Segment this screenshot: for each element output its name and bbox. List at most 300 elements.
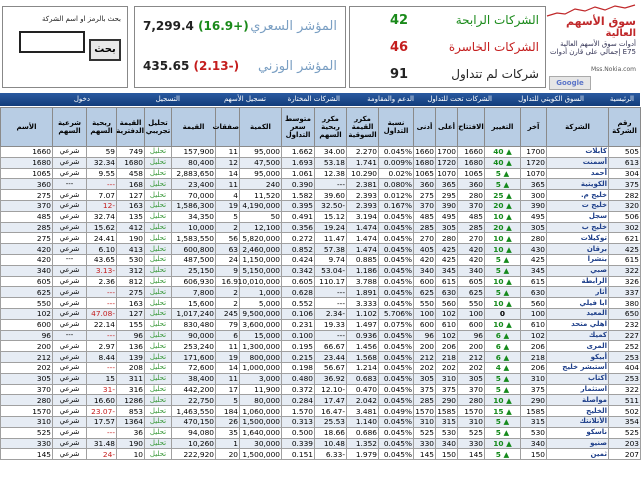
nav-companies[interactable]: الشركات تحت للتداول: [427, 95, 492, 103]
table-cell: تحليل: [145, 319, 172, 330]
table-cell[interactable]: أسمنت: [547, 157, 609, 168]
main-nav: [0, 93, 640, 106]
table-row[interactable]: [1, 168, 641, 179]
table-cell: 615: [521, 276, 547, 287]
column-header[interactable]: شرعية السهم: [53, 108, 87, 147]
table-row[interactable]: [1, 157, 641, 168]
table-cell: 322: [609, 384, 641, 395]
table-cell: شرعي: [53, 373, 87, 384]
table-cell[interactable]: كابلات: [547, 147, 609, 158]
table-cell: 442,200: [172, 384, 216, 395]
table-cell: 1065: [1, 168, 53, 179]
table-cell[interactable]: صبي: [547, 265, 609, 276]
table-cell[interactable]: توكيلات: [547, 233, 609, 244]
table-cell: تحليل: [145, 341, 172, 352]
table-cell: 0.045%: [379, 416, 414, 427]
table-cell: 0.012%: [379, 190, 414, 201]
table-cell[interactable]: ناسكو: [547, 427, 609, 438]
table-cell: 2.381: [347, 179, 379, 190]
table-row[interactable]: [1, 308, 641, 319]
table-cell: 285: [458, 222, 485, 233]
table-cell: 412: [117, 222, 145, 233]
table-cell: 10,010,000: [237, 276, 280, 286]
table-cell: 1,000,000: [240, 362, 282, 373]
table-cell[interactable]: خليج ت: [547, 200, 609, 211]
table-row[interactable]: [1, 244, 641, 255]
column-header[interactable]: مكرر ربحية السهم: [315, 108, 347, 147]
table-cell: 312: [117, 265, 145, 276]
table-cell: 218: [521, 352, 547, 363]
column-header[interactable]: أعلى: [436, 108, 458, 147]
table-row[interactable]: [1, 373, 641, 384]
table-cell: 1570: [415, 406, 434, 416]
table-cell: ---: [315, 179, 347, 190]
search-button[interactable]: بحث: [89, 39, 121, 61]
column-header[interactable]: أدنى: [414, 108, 436, 147]
rising-row: [350, 7, 545, 33]
table-cell: 316: [117, 384, 145, 395]
table-cell: 19: [216, 200, 240, 211]
table-cell: 360: [414, 179, 436, 190]
table-cell: تحليل: [145, 168, 172, 179]
table-cell: ---: [53, 254, 87, 265]
table-cell: 139: [117, 352, 145, 363]
table-cell: 26: [216, 416, 240, 427]
table-cell: 506: [609, 211, 641, 222]
table-row[interactable]: [1, 384, 641, 395]
nav-home[interactable]: الرئيسية: [609, 95, 634, 103]
table-cell: 1680: [117, 157, 145, 168]
table-cell: شرعي: [53, 352, 87, 363]
table-cell: 310: [458, 416, 485, 427]
table-cell: 0.045%: [379, 233, 414, 244]
table-cell: 1: [216, 438, 240, 449]
table-cell[interactable]: الأتلانتك: [547, 416, 609, 427]
table-cell: 200: [458, 341, 485, 352]
table-cell: ---: [53, 179, 87, 190]
table-cell: 345: [436, 265, 458, 276]
column-header[interactable]: رقم الشركة: [609, 108, 641, 147]
table-cell: 7.07: [87, 190, 117, 201]
table-cell: 163: [117, 298, 145, 309]
table-cell: 550: [458, 298, 485, 309]
table-cell: 610: [521, 319, 547, 330]
table-cell: 32.34: [87, 157, 117, 168]
table-cell: 0.045%: [379, 352, 414, 363]
table-cell: 270: [414, 233, 436, 244]
table-cell: 0.049%: [379, 406, 414, 417]
table-row[interactable]: [1, 233, 641, 244]
table-cell: 0.151: [282, 449, 315, 460]
table-cell: 610: [436, 319, 458, 330]
weight-index-number: 435.65: [143, 59, 190, 73]
table-row[interactable]: [1, 254, 641, 265]
table-cell[interactable]: الرابطة: [547, 276, 609, 287]
table-cell: -47.08: [87, 308, 117, 319]
rising-label: الشركات الرابحة: [455, 13, 539, 27]
table-cell: 1700: [437, 147, 456, 157]
google-badge[interactable]: Google: [549, 76, 591, 90]
table-cell: 0.045%: [379, 276, 414, 287]
table-cell: 212: [458, 352, 485, 363]
table-cell: 345: [521, 265, 547, 276]
table-cell: 1660: [458, 147, 485, 158]
table-cell: 16.9: [216, 276, 240, 287]
table-cell: 0.683: [347, 373, 379, 384]
column-header[interactable]: نسبة التداول: [379, 108, 414, 147]
table-cell[interactable]: استثمار: [547, 384, 609, 395]
nav-kuwait-market[interactable]: السوق الكويتي للتداول: [518, 95, 584, 103]
table-cell: 1,000: [240, 287, 282, 298]
table-cell: 96: [414, 330, 436, 341]
table-row[interactable]: [1, 341, 641, 352]
table-cell: 168: [117, 179, 145, 190]
table-cell: 270: [458, 233, 485, 244]
table-cell: 485: [1, 211, 53, 222]
table-cell: 200: [1, 341, 53, 352]
price-index-label: المؤشر السعري: [250, 19, 337, 34]
table-row[interactable]: [1, 222, 641, 233]
table-cell: 1.061: [282, 168, 315, 179]
table-row[interactable]: [1, 147, 641, 158]
table-cell: -6.33: [315, 449, 347, 460]
table-cell: ▲ 5: [485, 168, 521, 179]
table-cell: 1.474: [347, 244, 379, 255]
table-cell: 502: [609, 406, 641, 417]
table-cell: 621: [609, 233, 641, 244]
table-cell: -2.34: [315, 308, 347, 319]
table-cell: ▲ 5: [485, 287, 521, 298]
column-header[interactable]: القيمة: [172, 108, 216, 147]
table-cell[interactable]: الكويتية: [547, 179, 609, 190]
table-cell: 1.891: [347, 287, 379, 298]
table-cell: 190: [117, 233, 145, 244]
table-cell[interactable]: صنيو: [547, 438, 609, 449]
table-cell: تحليل: [145, 200, 172, 211]
column-header[interactable]: متوسط سعر التداول: [282, 108, 315, 147]
table-cell[interactable]: خليج م.: [547, 190, 609, 201]
table-cell: 280: [458, 395, 485, 406]
table-cell: 3.194: [347, 211, 379, 222]
table-cell: 14: [216, 168, 240, 179]
table-cell[interactable]: ثمين: [547, 449, 609, 460]
table-cell: 420: [458, 254, 485, 265]
table-cell: 1.570: [282, 406, 315, 417]
table-cell: 59: [87, 147, 117, 158]
column-header[interactable]: صفقات: [216, 108, 240, 147]
table-cell: ---: [87, 298, 117, 309]
table-cell: 4,190,000: [240, 200, 282, 211]
table-cell: 202: [1, 362, 53, 373]
table-cell: 32.74: [87, 211, 117, 222]
table-cell: 252: [609, 341, 641, 352]
table-cell[interactable]: مواصلة: [547, 395, 609, 406]
table-cell: 39.60: [315, 190, 347, 201]
table-cell: 606,930: [172, 276, 216, 287]
table-cell: 275: [1, 233, 53, 244]
table-row[interactable]: [1, 319, 641, 330]
table-row[interactable]: [1, 179, 641, 190]
table-row[interactable]: [1, 449, 641, 460]
table-row[interactable]: [1, 298, 641, 309]
table-cell: 458: [117, 168, 145, 179]
table-cell[interactable]: أكتاب: [547, 373, 609, 384]
table-row[interactable]: [1, 438, 641, 449]
table-cell: 1.456: [347, 341, 379, 352]
table-cell: 375: [521, 384, 547, 395]
weight-index-value: [143, 59, 239, 73]
table-cell[interactable]: ابا فيلي: [547, 298, 609, 309]
table-cell: 0.686: [347, 427, 379, 438]
table-cell: 485: [414, 211, 436, 222]
table-cell: 145: [414, 449, 436, 460]
table-cell: 404: [609, 362, 641, 373]
table-cell[interactable]: خليج ب: [547, 222, 609, 233]
table-cell[interactable]: سجل: [547, 211, 609, 222]
table-cell: ▲ 10: [485, 438, 521, 449]
nav-register[interactable]: التسجيل: [155, 95, 180, 103]
logo-desc: أدوات سوق الأسهم العالية إجمالي على قارن أدوات E75: [550, 40, 636, 56]
table-cell: 337: [609, 287, 641, 298]
table-cell: 0.009%: [379, 157, 414, 168]
table-cell[interactable]: المرى: [547, 341, 609, 352]
table-cell: 218: [436, 352, 458, 363]
table-cell: 282: [609, 190, 641, 201]
table-cell: ▲ 6: [485, 330, 521, 341]
table-cell: 63: [216, 244, 240, 255]
table-cell: 110.17: [315, 276, 347, 287]
table-cell: 127: [117, 190, 145, 201]
table-cell: -23.07: [87, 406, 117, 417]
table-cell: 0.480: [282, 373, 315, 384]
falling-label: الشركات الخاسرة: [448, 40, 539, 54]
table-cell: -32.50: [315, 200, 347, 211]
column-header[interactable]: مكرر القيمة السوقية: [347, 108, 379, 147]
untraded-row: [350, 61, 545, 87]
column-header[interactable]: آخر: [521, 108, 547, 147]
table-cell: تحليل: [145, 352, 172, 363]
table-cell: 1.568: [347, 352, 379, 363]
table-cell: 9: [216, 265, 240, 276]
table-cell: 1065: [415, 168, 434, 178]
table-cell: 280: [436, 233, 458, 244]
table-cell: -24: [87, 449, 117, 460]
table-row[interactable]: [1, 276, 641, 287]
table-cell: 127: [117, 308, 145, 319]
table-cell: 1,017,240: [172, 308, 216, 319]
table-cell: 370: [458, 200, 485, 211]
table-cell: 5,000: [240, 298, 282, 309]
table-cell: 1585: [437, 406, 456, 416]
table-cell: 56: [216, 233, 240, 244]
table-cell: تحليل: [145, 308, 172, 319]
table-cell: 0.342: [282, 265, 315, 276]
table-cell: 0.284: [282, 395, 315, 406]
table-cell: 25,150: [172, 265, 216, 276]
table-cell: 560: [521, 298, 547, 309]
table-cell: 1,583,550: [172, 233, 216, 244]
table-cell: شرعي: [53, 287, 87, 298]
table-cell[interactable]: أبيكو: [547, 352, 609, 363]
table-cell: 10,000: [172, 222, 216, 233]
column-header[interactable]: الأسم: [1, 108, 53, 147]
table-cell: 0.167%: [379, 200, 414, 211]
table-row[interactable]: [1, 287, 641, 298]
table-row[interactable]: [1, 330, 641, 341]
search-input[interactable]: [19, 31, 85, 53]
nav-support[interactable]: الدعم والمقاومة: [367, 95, 414, 103]
table-cell: شرعي: [53, 157, 87, 168]
table-cell: 253: [609, 373, 641, 384]
table-cell: 290: [521, 395, 547, 406]
logo-title: سوق الأسهم: [565, 15, 636, 28]
table-cell: 17.57: [87, 416, 117, 427]
table-cell: 830,480: [172, 319, 216, 330]
table-cell: 0.045%: [379, 384, 414, 395]
table-cell[interactable]: أحمد: [547, 168, 609, 179]
table-cell: 425: [436, 244, 458, 255]
table-cell[interactable]: المعيد: [547, 308, 609, 319]
price-index-row: [135, 7, 345, 47]
table-cell: 0.339: [282, 438, 315, 449]
table-cell: 232: [609, 319, 641, 330]
table-cell[interactable]: كميك: [547, 330, 609, 341]
table-cell[interactable]: أثار: [547, 287, 609, 298]
table-cell: ---: [87, 287, 117, 298]
table-row[interactable]: [1, 362, 641, 373]
table-cell[interactable]: الخليج: [547, 406, 609, 417]
table-cell: 390: [521, 200, 547, 211]
table-cell: 2.042: [347, 395, 379, 406]
table-row[interactable]: [1, 352, 641, 363]
nav-login[interactable]: دخول: [73, 95, 90, 103]
table-cell: 340: [521, 438, 547, 449]
table-cell: -3.13: [87, 265, 117, 276]
table-cell: 487,500: [172, 254, 216, 265]
table-cell: شرعي: [53, 416, 87, 427]
rising-value: 42: [390, 13, 409, 28]
table-row[interactable]: [1, 395, 641, 406]
table-cell: 0.106: [282, 308, 315, 319]
table-cell: 1070: [521, 168, 547, 179]
table-cell: 150: [436, 449, 458, 460]
table-cell: ▲ 4: [485, 362, 521, 373]
nav-selected[interactable]: الشركات المختارة: [287, 95, 340, 103]
table-cell: 202: [414, 362, 436, 373]
table-cell: 155: [117, 319, 145, 330]
table-cell: ▲ 10: [485, 244, 521, 255]
table-cell: شرعي: [53, 298, 87, 309]
table-cell: 9,500,000: [240, 308, 282, 319]
table-cell: تحليل: [145, 449, 172, 460]
table-cell: ▲ 5: [485, 449, 521, 460]
price-index-value: [143, 19, 249, 33]
table-cell: ▲ 6: [485, 352, 521, 363]
table-cell: 600: [1, 319, 53, 330]
table-cell: 305: [521, 222, 547, 233]
table-cell[interactable]: برقان: [547, 244, 609, 255]
table-cell: 184: [216, 406, 240, 417]
table-cell: 285: [414, 395, 436, 406]
table-cell: 95,000: [240, 147, 282, 158]
table-cell: 102: [521, 330, 547, 341]
table-cell: 36.92: [315, 373, 347, 384]
table-row[interactable]: [1, 200, 641, 211]
column-header[interactable]: القيمة الدفترية: [117, 108, 145, 147]
table-cell: 1,640,000: [240, 427, 282, 438]
column-header[interactable]: الكمية: [240, 108, 282, 147]
table-row[interactable]: [1, 211, 641, 222]
table-cell: تحليل: [145, 384, 172, 395]
table-cell: 2.393: [347, 200, 379, 211]
table-cell: 11: [216, 341, 240, 352]
table-cell: ▲ 20: [485, 222, 521, 233]
table-cell: ▲ 5: [485, 265, 521, 276]
table-cell: 145: [458, 449, 485, 460]
table-row[interactable]: [1, 406, 641, 417]
table-cell: 310: [1, 416, 53, 427]
table-cell: 330: [458, 438, 485, 449]
table-cell: 72,600: [172, 362, 216, 373]
site-logo[interactable]: [545, 2, 640, 90]
table-cell: تحليل: [145, 211, 172, 222]
column-header[interactable]: الشركة: [547, 108, 609, 147]
table-cell: شرعي: [53, 168, 87, 179]
table-cell: تحليل: [145, 254, 172, 265]
table-cell: شرعي: [53, 276, 87, 287]
column-header[interactable]: التغيير: [485, 108, 521, 147]
table-cell: 530: [436, 427, 458, 438]
table-row[interactable]: [1, 190, 641, 201]
table-cell: شرعي: [53, 438, 87, 449]
table-cell[interactable]: بنشرا: [547, 254, 609, 265]
table-cell: 5.706%: [379, 308, 414, 319]
table-cell: 511: [609, 395, 641, 406]
table-cell: 280: [521, 233, 547, 244]
table-cell: شرعي: [53, 406, 87, 417]
table-cell: ▲ 40: [485, 157, 521, 168]
table-cell[interactable]: اهلي متحد: [547, 319, 609, 330]
column-header[interactable]: تحليل تجريبي: [145, 108, 172, 147]
table-cell: 625: [1, 287, 53, 298]
table-cell: تحليل: [145, 265, 172, 276]
table-cell: 70,000: [172, 190, 216, 201]
column-header[interactable]: الافتتاح: [458, 108, 485, 147]
table-cell: 1364: [117, 416, 145, 427]
table-cell: 3.481: [347, 406, 379, 417]
nav-register-stocks[interactable]: تسجيل الأسهم: [223, 95, 266, 103]
table-row[interactable]: [1, 427, 641, 438]
table-cell[interactable]: أستبشر خليج: [547, 362, 609, 373]
table-cell: 1.741: [347, 157, 379, 168]
table-cell: ---: [315, 287, 347, 298]
table-cell: ▲ 5: [485, 254, 521, 265]
table-row[interactable]: [1, 416, 641, 427]
table-cell: شرعي: [53, 449, 87, 460]
table-cell: 240: [240, 179, 282, 190]
table-cell: 1,500,000: [240, 416, 282, 427]
table-cell: 34,350: [172, 211, 216, 222]
table-cell: 206: [521, 341, 547, 352]
table-cell: 0.198: [282, 362, 315, 373]
untraded-value: 91: [390, 67, 409, 82]
table-cell: 0.313: [282, 416, 315, 427]
table-cell: 0.885: [347, 254, 379, 265]
column-header[interactable]: ربحية السهم: [87, 108, 117, 147]
table-row[interactable]: [1, 265, 641, 276]
table-cell: 1660: [1, 147, 53, 158]
table-cell: 485: [458, 211, 485, 222]
